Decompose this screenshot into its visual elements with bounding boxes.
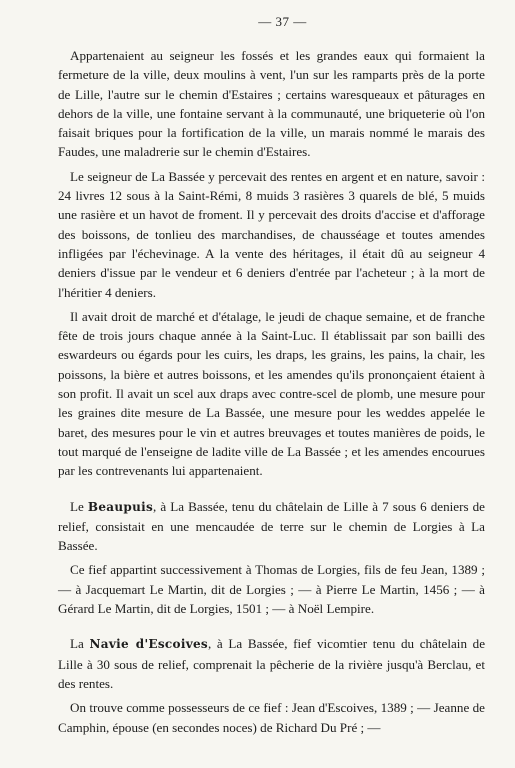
paragraph-beaupuis-owners: Ce fief appartint successivement à Thomas de Lorgies, fils de feu Jean, 1389 ; — à Jacquemart Le Martin, dit de Lorgies ; — à Pierre Le Martin, 1456 ; — à Gérard Le Martin, dit de Lorgies, 1501 ; — à Noël Lempire. bbox=[58, 562, 485, 617]
paragraph-seigneur-possessions: Appartenaient au seigneur les fossés et les grandes eaux qui formaient la fermeture de la ville, deux moulins à vent, l'un sur les ramparts près de la porte de Lille, l'autre sur le chemin d'Estaires ; certains waresqueaux et pâturages en dehors de la ville, une fontaine servant à la communauté, une briqueterie où l'on faisait briques pour la fortification de la ville, un marais nommé le marais des Faudes, une maladrerie sur le chemin d'Estaires. bbox=[58, 48, 485, 160]
paragraph-body: , à La Bassée, fief vicomtier tenu du châtelain de Lille à 30 sous de relief, comprenait la pêcherie de la rivière jusqu'à Berclau, et des rentes. bbox=[58, 636, 486, 691]
fief-name-beaupuis: Beaupuis bbox=[87, 499, 154, 514]
page-number: — 37 — bbox=[258, 14, 307, 29]
paragraph-droit-de-marche: Il avait droit de marché et d'étalage, le jeudi de chaque semaine, et de franche fête de trois jours chaque année à la Saint-Luc. Il établissait par son bailli des eswardeurs ou égards pour les cuirs, les draps, les grains, les pains, la chair, les poissons, la bière et autres boissons, et les amendes qu'ils prononçaient étaient à son profit. Il avait un scel aux draps avec contre-scel de plomb, une mesure pour les graines dite mesure de La Bassée, une mesure pour les weddes appelée le baret, des mesures pour le vin et autres breuvages et toutes manières de poids, le tout marqué de l'enseigne de ladite ville de La Bassée ; et les amendes encourues par les contrevenants lui appartenaient. bbox=[58, 308, 485, 479]
paragraph-fief-beaupuis bbox=[58, 497, 485, 556]
paragraph-fief-navie bbox=[58, 634, 485, 693]
paragraph-body: , à La Bassée, tenu du châtelain de Lille à 7 sous 6 deniers de relief, consistait en une mencaudée de terre sur le chemin de Lorgies à La Bassée. bbox=[58, 498, 485, 554]
paragraph-rentes: Le seigneur de La Bassée y percevait des rentes en argent et en nature, savoir : 24 livres 12 sous à la Saint-Rémi, 8 muids 3 rasières 3 quarels de blé, 5 muids une rasière et un havot de froment. Il y percevait des droits d'accise et d'afforage des boissons, de tonlieu des marchandises, de chausséage et toutes amendes infligées par l'échevinage. A la vente des héritages, il était dû au seigneur 4 deniers d'issue par le vendeur et 6 deniers d'entrée par l'acheteur ; à la mort de l'héritier 4 deniers. bbox=[58, 168, 485, 300]
paragraph-prefix: La bbox=[70, 636, 84, 652]
fief-name-navie-d-escoives: Navie d'Escoives bbox=[89, 637, 208, 652]
paragraph-navie-owners: On trouve comme possesseurs de ce fief : Jean d'Escoives, 1389 ; — Jeanne de Camphin, épouse (en secondes noces) de Richard Du Pré ; — bbox=[58, 700, 485, 735]
paragraph-prefix: Le bbox=[70, 498, 84, 514]
